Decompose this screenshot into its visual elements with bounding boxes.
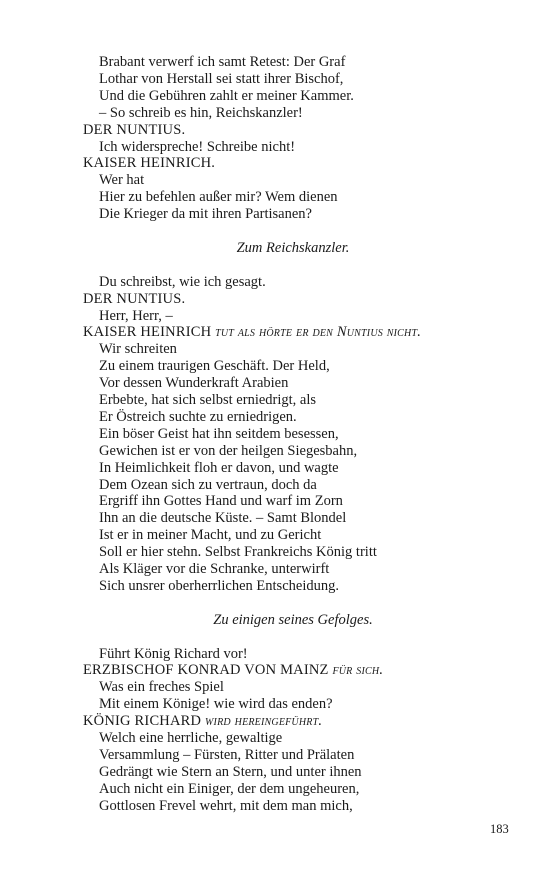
verse-line: – So schreib es hin, Reichskanzler!: [99, 104, 303, 121]
verse-line: Sich unsrer oberherrlichen Entscheidung.: [99, 577, 339, 594]
stage-direction: Zum Reichskanzler.: [236, 239, 350, 256]
verse-line: Hier zu befehlen außer mir? Wem dienen: [99, 189, 338, 206]
speaker-name: KAISER HEINRICH: [83, 324, 212, 341]
speaker-name: DER NUNTIUS.: [83, 290, 186, 307]
verse-line: Lothar von Herstall sei statt ihrer Bischof,: [99, 70, 344, 87]
verse-line: Führt König Richard vor!: [99, 645, 248, 662]
verse-line: Ergriff ihn Gottes Hand und warf im Zorn: [99, 493, 343, 510]
verse-line: Wir schreiten: [99, 341, 177, 358]
speaker-name: DER NUNTIUS.: [83, 121, 186, 138]
verse-line: Die Krieger da mit ihren Partisanen?: [99, 206, 312, 223]
stage-direction-inline: wird hereingeführt.: [205, 713, 323, 730]
verse-line: Welch eine herrliche, gewaltige: [99, 730, 283, 746]
verse-line: Gedrängt wie Stern an Stern, und unter ihnen: [99, 763, 362, 780]
speaker-with-direction: [83, 713, 322, 730]
verse-line: Gewichen ist er von der heilgen Siegesbahn,: [99, 442, 358, 459]
verse-line: Brabant verwerf ich samt Retest: Der Graf: [99, 54, 346, 70]
verse-line: Dem Ozean sich zu vertraun, doch da: [99, 476, 317, 493]
verse-line: Ist er in meiner Macht, und zu Gericht: [99, 527, 322, 544]
stage-direction-inline: für sich.: [332, 662, 384, 679]
verse-line: Zu einem traurigen Geschäft. Der Held,: [99, 358, 330, 375]
speaker-name: KAISER HEINRICH.: [83, 155, 216, 172]
speaker-name: KÖNIG RICHARD: [83, 713, 202, 730]
verse-line: In Heimlichkeit floh er davon, und wagte: [99, 459, 339, 476]
verse-line: Was ein freches Spiel: [99, 679, 224, 696]
verse-line: Ihn an die deutsche Küste. – Samt Blondel: [99, 510, 347, 527]
verse-line: Mit einem Könige! wie wird das enden?: [99, 696, 333, 713]
verse-line: Er Östreich suchte zu erniedrigen.: [99, 408, 297, 425]
verse-line: Soll er hier stehn. Selbst Frankreichs König tritt: [99, 544, 377, 561]
verse-line: Auch nicht ein Einiger, der dem ungeheuren,: [99, 780, 360, 797]
verse-line: Herr, Herr, –: [99, 307, 173, 324]
verse-line: Vor dessen Wunderkraft Arabien: [99, 375, 289, 392]
verse-line: Ich widerspreche! Schreibe nicht!: [99, 138, 296, 155]
page-number: 183: [490, 822, 509, 836]
speaker-with-direction: [83, 662, 383, 679]
verse-line: Gottlosen Frevel wehrt, mit dem man mich,: [99, 797, 353, 814]
stage-direction: Zu einigen seines Gefolges.: [213, 611, 373, 628]
stage-direction-inline: tut als hörte er den Nuntius nicht.: [215, 324, 422, 341]
speaker-with-direction: [83, 324, 421, 341]
verse-line: Als Kläger vor die Schranke, unterwirft: [99, 561, 330, 577]
verse-line: Erbebte, hat sich selbst erniedrigt, als: [99, 392, 317, 408]
verse-line: Versammlung – Fürsten, Ritter und Prälaten: [99, 746, 355, 763]
verse-line: Wer hat: [99, 172, 145, 189]
verse-line: Ein böser Geist hat ihn seitdem besessen,: [99, 425, 339, 442]
speaker-name: ERZBISCHOF KONRAD VON MAINZ: [83, 662, 329, 679]
verse-line: Du schreibst, wie ich gesagt.: [99, 273, 266, 290]
verse-line: Und die Gebühren zahlt er meiner Kammer.: [99, 87, 354, 104]
